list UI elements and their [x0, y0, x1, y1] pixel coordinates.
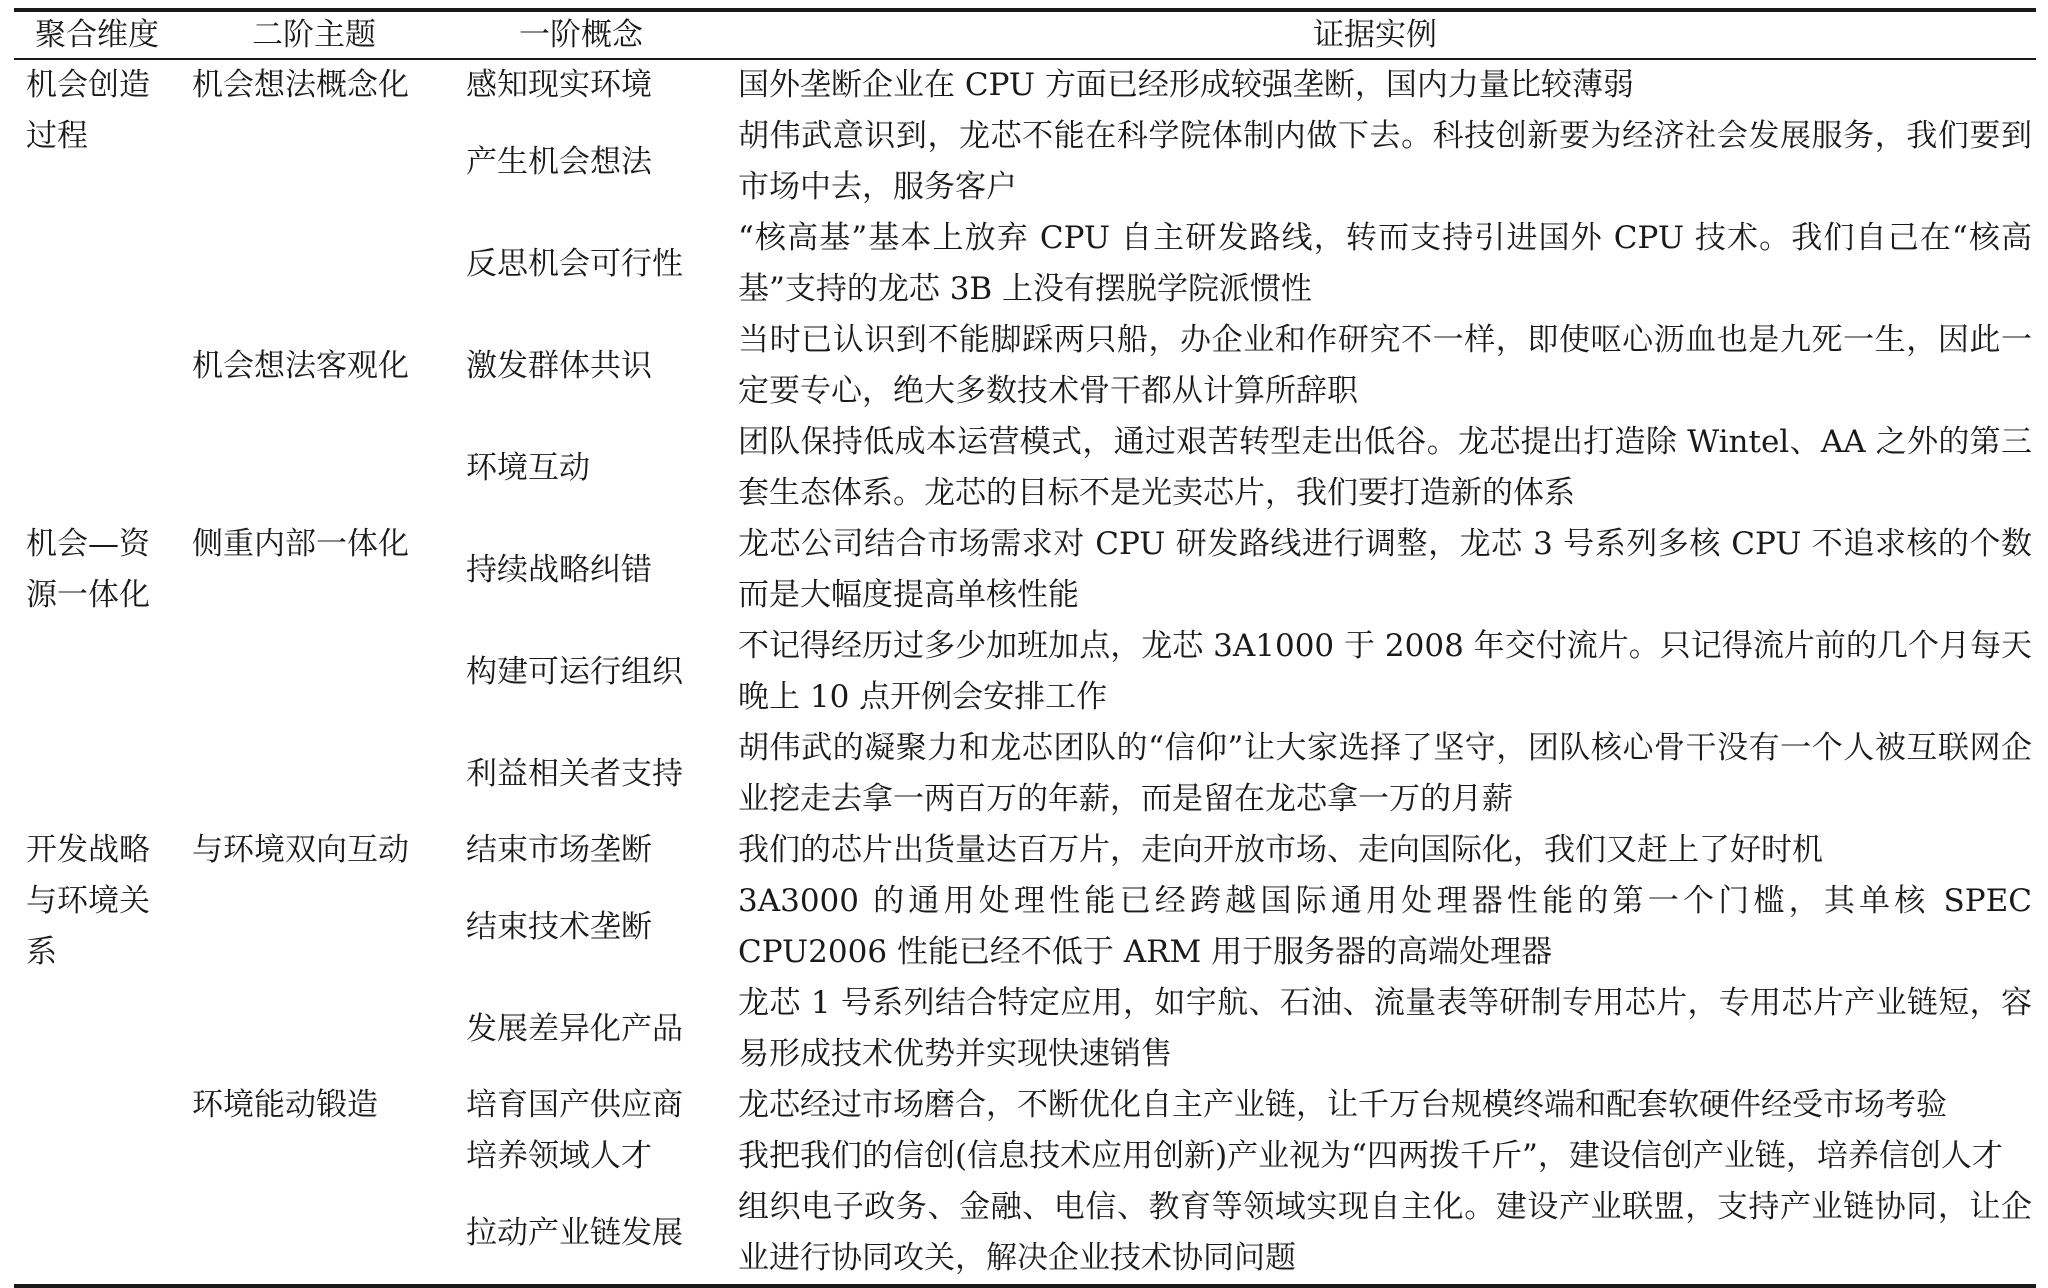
concept-cell: 持续战略纠错: [466, 551, 652, 588]
header-dimension: 聚合维度: [14, 10, 180, 59]
theme-cell: 与环境双向互动: [192, 832, 409, 868]
evidence-cell: 龙芯经过市场磨合，不断优化自主产业链，让千万台规模终端和配套软硬件经受市场考验: [738, 1087, 1947, 1123]
evidence-cell: 胡伟武的凝聚力和龙芯团队的“信仰”让大家选择了坚守，团队核心骨干没有一个人被互联网企业挖走去拿一两百万的年薪，而是留在龙芯拿一万的月薪: [738, 730, 2032, 817]
theme-cell: 侧重内部一体化: [192, 526, 409, 562]
concept-cell: 产生机会想法: [466, 143, 652, 180]
concept-cell: 反思机会可行性: [466, 245, 683, 282]
evidence-cell: “核高基”基本上放弃 CPU 自主研发路线，转而支持引进国外 CPU 技术。我们自己在“核高基”支持的龙芯 3B 上没有摆脱学院派惯性: [738, 220, 2032, 307]
concept-cell: 激发群体共识: [466, 347, 652, 384]
table-row: [14, 825, 2036, 876]
evidence-cell: 我把我们的信创(信息技术应用创新)产业视为“四两拨千斤”，建设信创产业链，培养信创人才: [738, 1138, 2003, 1174]
evidence-cell: 我们的芯片出货量达百万片，走向开放市场、走向国际化，我们又赶上了好时机: [738, 832, 1823, 868]
header-concept: 一阶概念: [448, 10, 714, 59]
evidence-cell: 不记得经历过多少加班加点，龙芯 3A1000 于 2008 年交付流片。只记得流片前的几个月每天晚上 10 点开例会安排工作: [738, 628, 2032, 715]
dimension-cell: 开发战略与环境关系: [26, 832, 150, 970]
evidence-cell: 龙芯公司结合市场需求对 CPU 研发路线进行调整，龙芯 3 号系列多核 CPU 不追求核的个数而是大幅度提高单核性能: [738, 526, 2032, 613]
concept-cell: 结束技术垄断: [466, 908, 652, 945]
evidence-cell: 胡伟武意识到，龙芯不能在科学院体制内做下去。科技创新要为经济社会发展服务，我们要到市场中去，服务客户: [738, 118, 2032, 205]
concept-cell: 感知现实环境: [466, 67, 652, 103]
dimension-cell: 机会—资源一体化: [26, 526, 150, 613]
concept-cell: 结束市场垄断: [466, 832, 652, 868]
concept-cell: 发展差异化产品: [466, 1010, 683, 1047]
evidence-cell: 3A3000 的通用处理性能已经跨越国际通用处理器性能的第一个门槛，其单核 SPEC CPU2006 性能已经不低于 ARM 用于服务器的高端处理器: [738, 883, 2032, 970]
concept-cell: 利益相关者支持: [466, 755, 683, 792]
dimension-cell: [14, 1080, 180, 1286]
research-table: [14, 8, 2036, 1288]
header-theme: 二阶主题: [180, 10, 448, 59]
concept-cell: 拉动产业链发展: [466, 1214, 683, 1251]
table-row: [14, 519, 2036, 621]
dimension-cell: [14, 213, 180, 519]
table-row: [14, 59, 2036, 111]
theme-cell: 环境能动锻造: [192, 1087, 378, 1123]
table-row: [14, 1080, 2036, 1131]
dimension-cell: 机会创造过程: [26, 67, 150, 154]
evidence-cell: 团队保持低成本运营模式，通过艰苦转型走出低谷。龙芯提出打造除 Wintel、AA 之外的第三套生态体系。龙芯的目标不是光卖芯片，我们要打造新的体系: [738, 424, 2032, 511]
concept-cell: 培育国产供应商: [466, 1087, 683, 1123]
header-row: [14, 10, 2036, 59]
concept-cell: 构建可运行组织: [466, 653, 683, 690]
concept-cell: 培养领域人才: [466, 1138, 652, 1174]
header-evidence: 证据实例: [714, 10, 2036, 59]
theme-cell: 机会想法客观化: [192, 347, 409, 384]
evidence-cell: 国外垄断企业在 CPU 方面已经形成较强垄断，国内力量比较薄弱: [738, 67, 1634, 103]
concept-cell: 环境互动: [466, 449, 590, 486]
table-row: [14, 213, 2036, 315]
evidence-cell: 龙芯 1 号系列结合特定应用，如宇航、石油、流量表等研制专用芯片，专用芯片产业链短，容易形成技术优势并实现快速销售: [738, 985, 2032, 1072]
evidence-cell: 当时已认识到不能脚踩两只船，办企业和作研究不一样，即使呕心沥血也是九死一生，因此一定要专心，绝大多数技术骨干都从计算所辞职: [738, 322, 2032, 409]
evidence-cell: 组织电子政务、金融、电信、教育等领域实现自主化。建设产业联盟，支持产业链协同，让企业进行协同攻关，解决企业技术协同问题: [738, 1189, 2032, 1276]
theme-cell: 机会想法概念化: [192, 67, 409, 103]
